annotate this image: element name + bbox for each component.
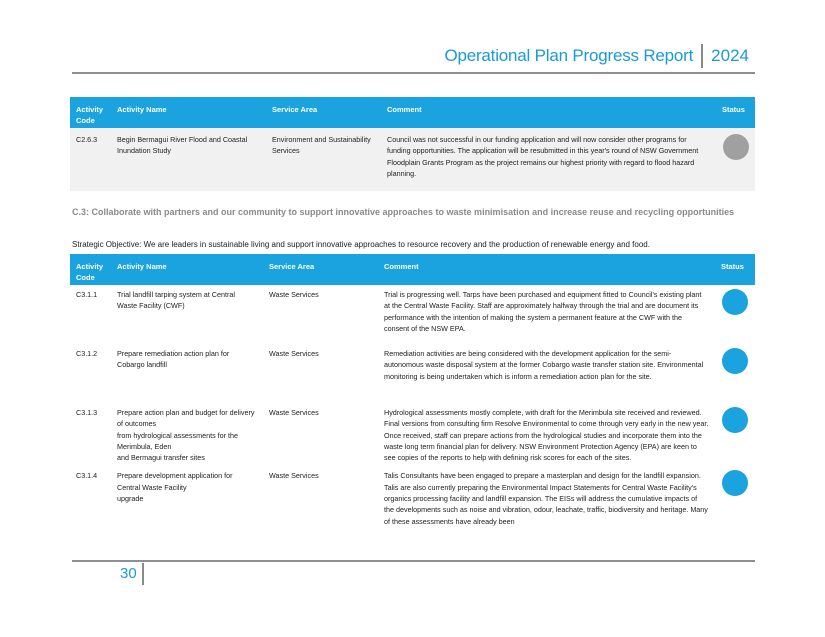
col-activity-code: Activity Code [70,97,111,128]
col-activity-code: Activity Code [70,254,111,285]
section-heading: C.3: Collaborate with partners and our community to support innovative approaches to waste minimisation and increase reuse and recycling opportunities [72,207,735,217]
page-number: 30 [120,565,137,582]
col-status: Status [716,97,755,128]
status-indicator-blue [722,407,748,433]
strategic-objective: Strategic Objective: We are leaders in sustainable living and support innovative approaches to resource recovery and the production of renewable energy and food. [72,240,650,249]
table-row [70,128,755,191]
comment: Remediation activities are being considered with the development application for the semi-autonomous waste disposal system at the former Cobargo waste transfer station site. Environmental monitoring is being undertaken which is inform a remediation action plan for the site. [384,349,704,381]
activity-code: C3.1.3 [76,408,98,417]
col-status: Status [715,254,755,285]
service-area: Waste Services [269,471,319,481]
activity-name-line: upgrade [117,494,144,504]
col-service-area: Service Area [263,254,378,285]
activity-code: C3.1.2 [76,349,98,358]
col-comment: Comment [378,254,715,285]
activity-name-line: Prepare action plan and budget for delivery of outcomes [117,408,255,429]
status-cell [715,403,755,466]
header-rule [72,72,755,74]
activity-code: C3.1.1 [76,290,98,299]
col-service-area: Service Area [266,97,381,128]
activity-name: Begin Bermagui River Flood and Coastal Inundation Study [111,128,266,191]
comment: Talis Consultants have been engaged to prepare a masterplan and design for the landfill expansion. Talis are also currently preparing the Environmental Impact Statements for Central Waste Facility's organics processing facility and landfill expansion. The EISs will address the cumulative impacts of the developments such as noise and vibration, odour, leachate, traffic, biodiversity and heritage. Many of these assessments have already been [384,471,708,526]
table-row [70,466,755,526]
status-cell [715,466,755,526]
comment: Council was not successful in our funding application and will now consider other programs for funding opportunities. The application will be resubmitted in this year's round of NSW Government Floodplain Grants Program as the project remains our highest priority with regard to flood hazard planning. [381,128,716,191]
service-area: Environment and Sustainability Services [266,128,381,191]
col-activity-name: Activity Name [111,254,263,285]
footer-rule [72,560,755,562]
comment: Trial is progressing well. Tarps have been purchased and equipment fitted to Council's existing plant at the Central Waste Facility. Staff are approximately halfway through the trial and are document its performance with the intention of making the system a permanent feature at the CWF with the consent of the NSW EPA. [384,290,702,333]
report-year: 2024 [711,46,749,65]
activity-name-line: from hydrological assessments for the Merimbula, Eden [117,430,239,451]
service-area: Waste Services [269,408,319,417]
status-indicator-blue [722,289,748,315]
status-cell [716,128,755,191]
page-number-separator [142,563,144,585]
status-indicator-blue [722,348,748,374]
comment: Hydrological assessments mostly complete, with draft for the Merimbula site received and reviewed. Final versions from consulting firm Resolve Environmental to come through very early in the new year. Once received, staff can prepare actions from the hydrological studies and incorporate them into the waste long term financial plan for delivery. NSW Environment Protection Agency (EPA) are keen to see copies of the reports to help with defining risk scores for each of the sites. [384,408,709,463]
col-activity-name: Activity Name [111,97,266,128]
status-indicator-blue [722,470,748,496]
activity-code: C2.6.3 [70,128,111,191]
activity-name: Trial landfill tarping system at Central Waste Facility (CWF) [117,290,235,311]
activity-name [111,466,263,526]
status-indicator-grey [723,134,749,160]
activity-table-c3 [70,254,755,527]
activity-name-line: and Bermagui transfer sites [117,453,205,463]
col-comment: Comment [381,97,716,128]
report-header [444,44,749,68]
status-cell [715,344,755,403]
header-separator [701,44,703,68]
activity-code: C3.1.4 [76,471,98,481]
activity-name [111,403,263,466]
table-row [70,403,755,466]
activity-table-c2 [70,97,755,191]
report-title: Operational Plan Progress Report [444,46,694,65]
service-area: Waste Services [269,349,319,358]
table-row [70,285,755,344]
activity-name-line: Prepare development application for Central Waste Facility [117,471,233,492]
table-header-row [70,254,755,285]
activity-name: Prepare remediation action plan for Cobargo landfill [117,349,230,370]
table-header-row [70,97,755,128]
table-row [70,344,755,403]
service-area: Waste Services [269,290,319,299]
status-cell [715,285,755,344]
